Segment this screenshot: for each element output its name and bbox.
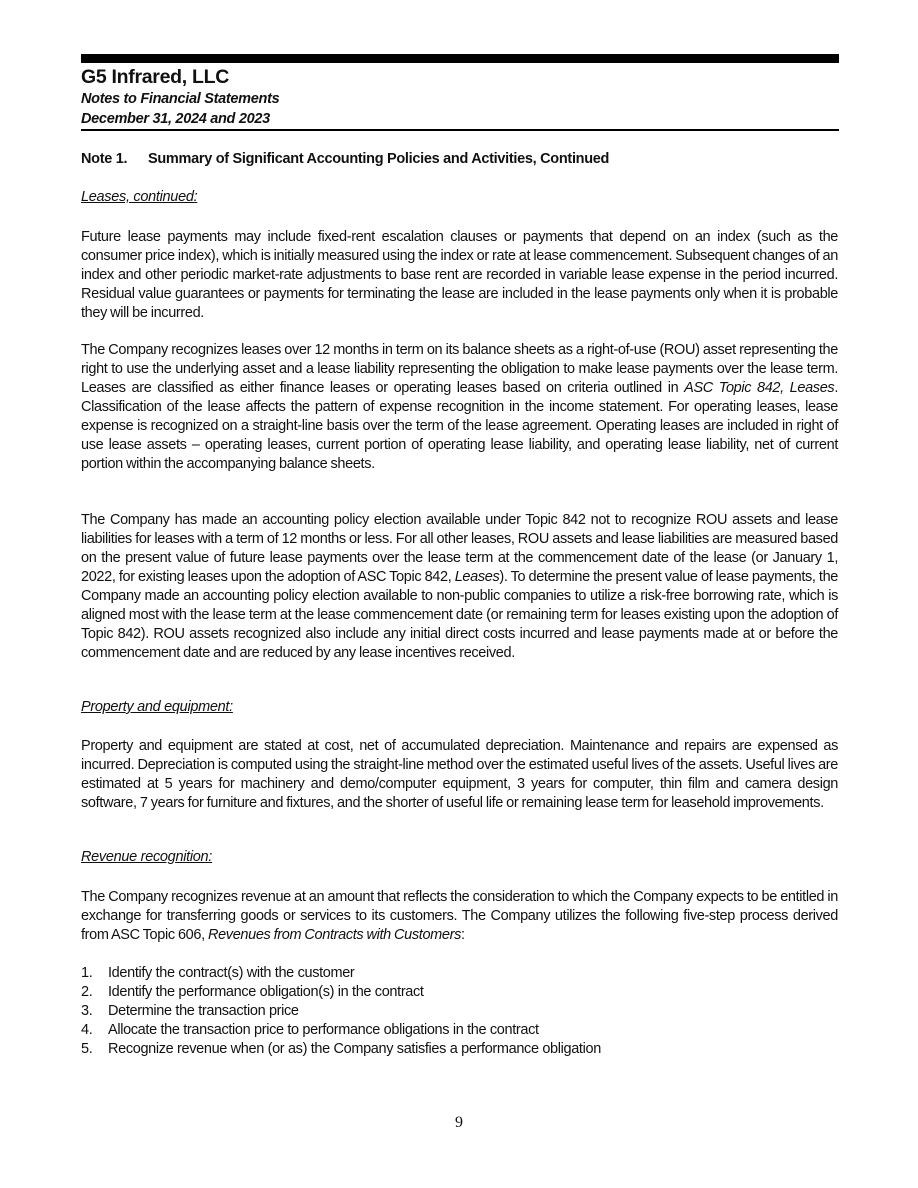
- text: . Classification of the lease affects the pattern of expense recognition in the income statement. For operating leases, lease expense is recognized on a straight-line basis over the term of the lease agreement. Operating leases are included in right of use lease assets – operating leases, current portion of operating lease liability, and operating lease liability, net of current portion within the accompanying balance sheets.: [81, 380, 839, 472]
- text: :: [461, 927, 465, 943]
- text: The Company has made an accounting policy election available under Topic 842 not to recognize ROU assets and lease liabilities for leases with a term of 12 months or less. For all other leases, ROU assets and lease liabilities are measured based on the present value of future lease payments over the lease term at the commencement date of the lease (or January 1, 2022, for existing leases upon the adoption of ASC Topic 842,: [81, 512, 838, 585]
- leases-paragraph-3: [81, 511, 838, 663]
- header-rule: [81, 129, 839, 131]
- list-text: Recognize revenue when (or as) the Company satisfies a performance obligation: [108, 1041, 601, 1057]
- italic-reference: Leases: [454, 569, 500, 585]
- note-title: Summary of Significant Accounting Policies and Activities, Continued: [148, 151, 610, 167]
- list-number: 1.: [81, 965, 93, 981]
- list-item: [81, 964, 838, 983]
- list-item: [81, 1002, 838, 1021]
- text: The Company recognizes revenue at an amount that reflects the consideration to which the Company expects to be entitled in exchange for transferring goods or services to its customers. The Company utilizes the following five-step process derived from ASC Topic 606,: [81, 889, 838, 943]
- list-item: [81, 983, 838, 1002]
- leases-paragraph-1: Future lease payments may include fixed-rent escalation clauses or payments that depend on an index (such as the consumer price index), which is initially measured using the index or rate at lease commencement. Subsequent changes of an index and other periodic market-rate adjustments to base rent are recorded in variable lease expense in the period incurred. Residual value guarantees or payments for terminating the lease are included in the lease payments only when it is probable they will be incurred.: [81, 229, 838, 321]
- revenue-steps-list: [81, 964, 838, 1059]
- list-item: [81, 1040, 838, 1059]
- note-number: Note 1.: [81, 151, 128, 167]
- section-heading-revenue: Revenue recognition:: [81, 849, 213, 865]
- text: ). To determine the present value of lease payments, the Company made an accounting policy election available to non-public companies to utilize a risk-free borrowing rate, which is aligned most with the lease term at the lease commencement date (or remaining term for leases existing upon the adoption of Topic 842). ROU assets recognized also include any initial direct costs incurred and lease payments made at or before the commencement date and are reduced by any lease incentives received.: [81, 569, 838, 661]
- text: The Company recognizes leases over 12 months in term on its balance sheets as a right-of-use (ROU) asset representing the right to use the underlying asset and a lease liability representing the obligation to make lease payments over the lease term. Leases are classified as either finance leases or operating leases based on criteria outlined in: [81, 342, 838, 396]
- list-number: 4.: [81, 1022, 93, 1038]
- italic-reference: Revenues from Contracts with Customers: [207, 927, 461, 943]
- list-number: 5.: [81, 1041, 93, 1057]
- list-text: Allocate the transaction price to performance obligations in the contract: [108, 1022, 539, 1038]
- property-paragraph: Property and equipment are stated at cost, net of accumulated depreciation. Maintenance and repairs are expensed as incurred. Depreciation is computed using the straight-line method over the estimated useful lives of the assets. Useful lives are estimated at 5 years for machinery and demo/computer equipment, 3 years for computer, thin film and camera design software, 7 years for furniture and fixtures, and the shorter of useful life or remaining lease term for leasehold improvements.: [81, 738, 838, 811]
- note-heading: [81, 151, 838, 167]
- section-heading-leases: Leases, continued:: [81, 189, 198, 205]
- italic-reference: ASC Topic 842, Leases: [684, 380, 835, 396]
- list-item: [81, 1021, 838, 1040]
- list-text: Identify the contract(s) with the customer: [108, 965, 355, 981]
- list-text: Determine the transaction price: [108, 1003, 299, 1019]
- document-period: December 31, 2024 and 2023: [81, 111, 270, 127]
- list-number: 3.: [81, 1003, 93, 1019]
- list-number: 2.: [81, 984, 93, 1000]
- page-number: 9: [455, 1114, 463, 1131]
- revenue-paragraph: [81, 888, 838, 945]
- leases-paragraph-2: [81, 341, 838, 474]
- company-name: G5 Infrared, LLC: [81, 66, 229, 88]
- list-text: Identify the performance obligation(s) in the contract: [108, 984, 424, 1000]
- document-subtitle: Notes to Financial Statements: [81, 91, 280, 107]
- section-heading-property: Property and equipment:: [81, 699, 233, 715]
- header-bar: [81, 54, 839, 63]
